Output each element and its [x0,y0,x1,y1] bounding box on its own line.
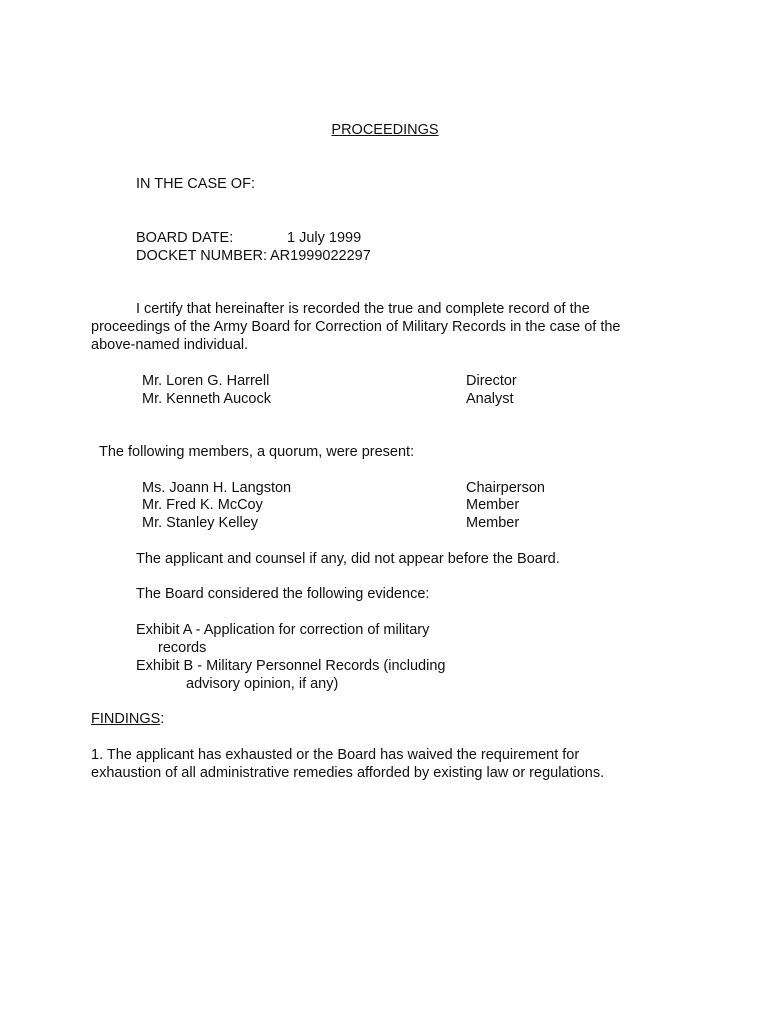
certify-paragraph: I certify that hereinafter is recorded the true and complete record of the proceedings of the Army Board for Correction of Military Records in the case of the above-named individual. [91,301,621,353]
docket-number-value: AR1999022297 [270,248,371,264]
member-name: Mr. Fred K. McCoy [142,497,263,513]
exhibit-b: Exhibit B - Military Personnel Records (including [136,658,446,674]
staff-role: Director [466,373,517,389]
findings-colon: : [160,711,165,727]
findings-label: FINDINGS [91,711,161,727]
case-of-label: IN THE CASE OF: [136,176,255,192]
page-title: PROCEEDINGS [331,122,439,138]
exhibit-a: Exhibit A - Application for correction of military [136,622,430,638]
board-date-label: BOARD DATE: [136,230,234,246]
board-date-value: 1 July 1999 [287,230,362,246]
member-name: Ms. Joann H. Langston [142,480,292,496]
quorum-statement: The following members, a quorum, were present: [99,444,415,460]
finding-1: 1. The applicant has exhausted or the Board has waived the requirement for exhaustion of all administrative remedies afforded by existing law or regulations. [91,747,605,781]
staff-name: Mr. Kenneth Aucock [142,391,271,407]
staff-name: Mr. Loren G. Harrell [142,373,270,389]
member-role: Chairperson [466,480,545,496]
docket-number-label: DOCKET NUMBER: [136,248,268,264]
exhibit-b-continued: advisory opinion, if any) [186,676,339,692]
staff-role: Analyst [466,391,514,407]
member-name: Mr. Stanley Kelley [142,515,259,531]
evidence-intro: The Board considered the following evidence: [136,586,430,602]
appearance-statement: The applicant and counsel if any, did not appear before the Board. [136,551,560,567]
member-role: Member [466,497,520,513]
findings-heading [91,710,164,728]
exhibit-a-continued: records [158,640,207,656]
member-role: Member [466,515,520,531]
